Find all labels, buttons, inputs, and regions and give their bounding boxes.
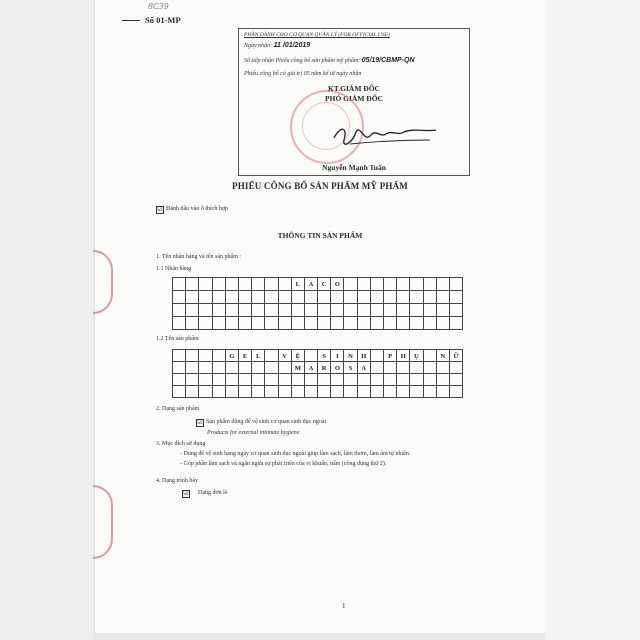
item-3-line-2: - Góp phần làm sạch và ngăn ngừa sự phát triển của vi khuẩn, nấm (công dụng thứ 2).	[180, 461, 387, 467]
grid-cell: O	[331, 278, 344, 291]
grid-cell	[239, 291, 252, 304]
item-2-option-english: Products for external intimate hygiene	[207, 430, 300, 436]
grid-cell	[371, 374, 384, 386]
grid-cell: N	[344, 350, 357, 362]
grid-cell	[173, 317, 186, 330]
form-number: Số 01-MP	[145, 15, 181, 25]
grid-cell	[437, 374, 450, 386]
grid-cell: O	[331, 362, 344, 374]
grid-cell	[305, 317, 318, 330]
grid-cell	[252, 278, 265, 291]
grid-cell	[199, 386, 212, 398]
grid-cell	[239, 362, 252, 374]
item-1-2-label: 1.2 Tên sản phẩm	[156, 336, 199, 342]
item-2-option	[196, 419, 326, 427]
grid-cell	[358, 374, 371, 386]
grid-cell	[213, 386, 226, 398]
grid-cell: E	[239, 350, 252, 362]
checked-checkbox-icon: ☑	[197, 419, 203, 426]
grid-cell	[265, 278, 278, 291]
grid-cell	[213, 278, 226, 291]
grid-cell	[410, 362, 423, 374]
grid-cell: Ụ	[410, 350, 423, 362]
grid-cell	[384, 317, 397, 330]
grid-cell	[199, 374, 212, 386]
grid-cell	[173, 374, 186, 386]
grid-cell: V	[279, 350, 292, 362]
grid-cell	[279, 304, 292, 317]
grid-cell	[199, 304, 212, 317]
grid-cell	[410, 386, 423, 398]
grid-cell	[331, 291, 344, 304]
grid-cell	[252, 317, 265, 330]
grid-cell	[437, 362, 450, 374]
grid-cell	[292, 386, 305, 398]
grid-cell: L	[292, 278, 305, 291]
handwritten-signature	[330, 118, 440, 154]
grid-cell	[265, 374, 278, 386]
grid-cell	[358, 317, 371, 330]
grid-cell	[292, 291, 305, 304]
mark-instruction-text: Đánh dấu vào ô thích hợp	[166, 206, 228, 212]
grid-cell	[410, 304, 423, 317]
validity-line: Phiếu công bố có giá trị 05 năm kể từ ngày nhận	[244, 71, 362, 77]
signer-role-line2: PHÓ GIÁM ĐỐC	[325, 94, 383, 103]
grid-cell	[252, 362, 265, 374]
product-name-grid	[172, 349, 463, 398]
grid-cell	[344, 374, 357, 386]
grid-cell	[213, 317, 226, 330]
grid-cell	[199, 278, 212, 291]
receipt-number-label: Số tiếp nhận Phiếu công bố sản phẩm mỹ phẩm:	[244, 58, 362, 64]
grid-cell	[437, 278, 450, 291]
grid-cell	[239, 278, 252, 291]
grid-cell	[279, 291, 292, 304]
grid-cell	[186, 362, 199, 374]
item-4-option-text: Dạng đơn lẻ	[198, 490, 228, 496]
grid-cell: S	[318, 350, 331, 362]
item-4-option	[182, 490, 228, 498]
grid-cell	[344, 278, 357, 291]
grid-cell: N	[437, 350, 450, 362]
grid-cell	[384, 374, 397, 386]
grid-cell: M	[292, 362, 305, 374]
grid-cell	[226, 278, 239, 291]
grid-cell	[371, 291, 384, 304]
checked-checkbox-icon: ☑	[183, 490, 189, 497]
grid-cell	[450, 374, 463, 386]
grid-cell	[213, 362, 226, 374]
grid-cell	[318, 386, 331, 398]
seal-fragment-left-upper	[93, 250, 113, 314]
grid-cell	[371, 386, 384, 398]
grid-cell	[213, 291, 226, 304]
grid-cell	[173, 291, 186, 304]
grid-cell	[344, 386, 357, 398]
grid-cell	[397, 278, 410, 291]
grid-cell	[344, 304, 357, 317]
grid-cell	[173, 278, 186, 291]
grid-cell: H	[397, 350, 410, 362]
grid-cell	[410, 291, 423, 304]
grid-cell: A	[305, 362, 318, 374]
grid-cell	[344, 317, 357, 330]
grid-cell	[371, 317, 384, 330]
grid-cell	[371, 278, 384, 291]
grid-cell	[424, 317, 437, 330]
grid-cell	[279, 278, 292, 291]
grid-cell	[371, 362, 384, 374]
grid-cell	[305, 350, 318, 362]
grid-cell	[318, 374, 331, 386]
grid-cell	[186, 374, 199, 386]
grid-cell	[292, 304, 305, 317]
grid-cell	[265, 350, 278, 362]
grid-cell	[318, 304, 331, 317]
grid-cell	[358, 304, 371, 317]
item-1-label: 1. Tên nhãn hàng và tên sản phẩm :	[156, 254, 242, 260]
grid-cell: I	[331, 350, 344, 362]
grid-cell	[424, 362, 437, 374]
grid-cell: G	[226, 350, 239, 362]
grid-cell	[186, 304, 199, 317]
grid-cell	[252, 386, 265, 398]
grid-cell	[186, 317, 199, 330]
grid-cell	[199, 317, 212, 330]
grid-cell	[331, 374, 344, 386]
grid-cell	[226, 374, 239, 386]
grid-cell	[410, 374, 423, 386]
grid-cell	[305, 374, 318, 386]
grid-cell	[437, 304, 450, 317]
grid-cell	[437, 291, 450, 304]
grid-cell	[265, 362, 278, 374]
grid-cell	[410, 317, 423, 330]
grid-cell	[292, 317, 305, 330]
grid-cell	[173, 386, 186, 398]
grid-cell	[450, 317, 463, 330]
grid-cell	[424, 386, 437, 398]
grid-cell: R	[318, 362, 331, 374]
grid-cell	[265, 291, 278, 304]
grid-cell	[305, 386, 318, 398]
scan-background-bottom	[95, 633, 545, 640]
grid-cell	[437, 317, 450, 330]
grid-cell	[397, 291, 410, 304]
grid-cell	[226, 362, 239, 374]
grid-cell	[252, 304, 265, 317]
grid-cell	[252, 374, 265, 386]
grid-cell: A	[358, 362, 371, 374]
grid-cell: C	[318, 278, 331, 291]
grid-cell	[186, 386, 199, 398]
checked-checkbox-icon: ☑	[157, 206, 163, 213]
signer-role-line1: KT.GIÁM ĐỐC	[328, 84, 380, 93]
grid-cell	[384, 291, 397, 304]
grid-cell	[450, 278, 463, 291]
grid-cell	[186, 278, 199, 291]
grid-cell	[450, 386, 463, 398]
grid-cell	[199, 291, 212, 304]
item-2-label: 2. Dạng sản phẩm	[156, 406, 200, 412]
grid-cell: Ữ	[450, 350, 463, 362]
grid-cell	[371, 350, 384, 362]
grid-cell	[358, 386, 371, 398]
grid-cell	[279, 362, 292, 374]
grid-cell	[450, 362, 463, 374]
grid-cell	[199, 350, 212, 362]
grid-cell: H	[358, 350, 371, 362]
grid-cell	[252, 291, 265, 304]
grid-cell	[331, 317, 344, 330]
grid-cell	[384, 278, 397, 291]
scan-background-left	[0, 0, 95, 640]
official-box-title: PHẦN DÀNH CHO CƠ QUAN QUẢN LÝ (FOR OFFICIAL USE)	[244, 32, 390, 38]
receipt-number-line	[244, 57, 415, 64]
grid-cell	[331, 304, 344, 317]
grid-cell: L	[252, 350, 265, 362]
grid-cell	[239, 317, 252, 330]
grid-cell	[265, 386, 278, 398]
grid-cell	[226, 291, 239, 304]
grid-cell	[450, 291, 463, 304]
item-1-1-label: 1.1 Nhãn hàng	[156, 266, 192, 272]
grid-cell	[213, 350, 226, 362]
form-number-dash	[122, 20, 140, 21]
grid-cell	[213, 304, 226, 317]
grid-cell	[239, 304, 252, 317]
grid-cell	[226, 317, 239, 330]
grid-cell	[186, 291, 199, 304]
grid-cell	[265, 317, 278, 330]
grid-cell	[318, 291, 331, 304]
grid-cell	[239, 374, 252, 386]
grid-cell	[305, 304, 318, 317]
grid-cell	[344, 291, 357, 304]
grid-cell: A	[305, 278, 318, 291]
grid-cell	[173, 362, 186, 374]
grid-cell	[397, 317, 410, 330]
grid-cell	[239, 386, 252, 398]
page-number: 1	[342, 602, 346, 610]
grid-cell	[173, 304, 186, 317]
grid-cell	[371, 304, 384, 317]
grid-cell	[173, 350, 186, 362]
grid-cell	[424, 350, 437, 362]
grid-cell	[318, 317, 331, 330]
item-4-label: 4. Dạng trình bày	[156, 478, 198, 484]
grid-cell	[305, 291, 318, 304]
grid-cell	[186, 350, 199, 362]
grid-cell	[358, 278, 371, 291]
seal-fragment-left-lower	[93, 485, 113, 559]
grid-cell	[397, 304, 410, 317]
grid-cell	[397, 386, 410, 398]
brand-name-grid	[172, 277, 463, 330]
grid-cell	[265, 304, 278, 317]
document-title: PHIẾU CÔNG BỐ SẢN PHẨM MỸ PHẨM	[232, 181, 408, 191]
grid-cell	[424, 374, 437, 386]
grid-cell	[279, 386, 292, 398]
grid-cell	[397, 362, 410, 374]
grid-cell	[397, 374, 410, 386]
grid-cell	[424, 291, 437, 304]
grid-cell	[384, 386, 397, 398]
handwritten-note: 8C39	[148, 2, 169, 11]
receipt-number-value: 05/19/CBMP-QN	[361, 57, 415, 64]
section-title: THÔNG TIN SẢN PHẨM	[277, 231, 363, 240]
item-2-option-text: Sản phẩm dùng để vệ sinh cơ quan sinh dục ngoài	[206, 419, 327, 425]
grid-cell	[213, 374, 226, 386]
signer-name: Nguyễn Mạnh Tuấn	[322, 163, 386, 172]
grid-cell	[424, 278, 437, 291]
item-3-label: 3. Mục đích sử dụng	[156, 441, 206, 447]
grid-cell	[331, 386, 344, 398]
grid-cell	[199, 362, 212, 374]
grid-cell: Ệ	[292, 350, 305, 362]
grid-cell	[384, 362, 397, 374]
grid-cell	[226, 386, 239, 398]
grid-cell: P	[384, 350, 397, 362]
grid-cell: S	[344, 362, 357, 374]
grid-cell	[279, 374, 292, 386]
grid-cell	[358, 291, 371, 304]
grid-cell	[292, 374, 305, 386]
grid-cell	[384, 304, 397, 317]
grid-cell	[410, 278, 423, 291]
received-date-value: 11 /01/2019	[273, 42, 311, 49]
grid-cell	[437, 386, 450, 398]
grid-cell	[226, 304, 239, 317]
mark-instruction	[156, 206, 228, 214]
grid-cell	[424, 304, 437, 317]
received-date-line	[244, 42, 310, 49]
grid-cell	[450, 304, 463, 317]
item-3-line-1: - Dùng để vệ sinh hang ngày cơ quan sinh dục ngoài giúp làm sạch, làm thơm, làm ẩm tự nhiên.	[180, 451, 411, 457]
received-date-label: Ngày nhận:	[244, 43, 274, 49]
grid-cell	[279, 317, 292, 330]
